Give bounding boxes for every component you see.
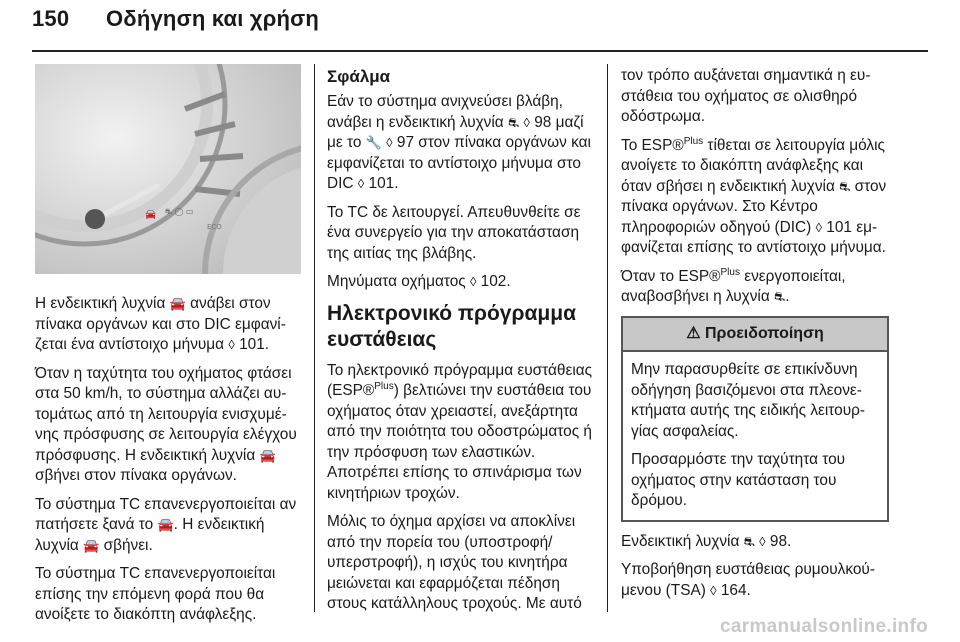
esp-lamp-icon: ⛐ [507,114,520,130]
text-run: στον πίνακα οργάνων. Στο Κέντρο πληροφοριών οδηγού (DIC) [621,177,887,236]
section-heading-esp: Ηλεκτρονικό πρόγραμμα ευστάθειας [327,301,576,351]
text-run: ενεργοποιείται, αναβοσβήνει η λυχνία [621,267,846,305]
page-ref-icon: ◊ [523,114,530,130]
esp-lamp-icon: ⛐ [839,178,851,194]
tc-off-lamp-icon: 🚘 [83,537,100,553]
text-run: Μόλις το όχημα αρχίσει να αποκλίνει από την πορεία του (υποστροφή/ υπερστροφή), η ισχύς του κινητήρα μειώνεται και εφαρμόζεται πέδηση στους κατάλληλους τροχούς. Με αυτό [327,513,582,612]
column-2 [327,66,595,623]
chapter-title: Οδήγηση και χρήση [106,6,320,31]
text-run: Προσαρμόστε την ταχύτητα του οχήματος στην κατάσταση του δρόμου. [631,451,846,509]
warning-title-text: Προειδοποίηση [704,324,824,342]
text-run: Υποβοήθηση ευστάθειας ρυμουλκούμενου (TSA) [621,561,875,599]
text-run: 98 μαζί με το [327,113,584,151]
text-run: 164. [716,581,751,599]
paragraph [327,512,595,615]
text-run: Όταν η ταχύτητα του οχήματος φτάσει στα 50 km/h, το σύστημα αλλάζει αυτομάτως από τη λειτουργία ενισχυμένης πρόσφυσης σε λειτουργία ελέγχου πρόσφυσης. Η ενδεικτική λυχνία [35,364,297,464]
text-run: Το ESP® [621,136,684,154]
warning-box [621,316,889,522]
text-run: Όταν το ESP® [621,267,721,285]
text-run: Εάν το σύστημα ανιχνεύσει βλάβη, ανάβει η ενδεικτική λυχνία [327,93,563,131]
text-run: Το σύστημα TC επανενεργοποιείται επίσης την επόμενη φορά που θα ανοίξετε το διακόπτη ανάφλεξης. [35,565,276,623]
text-run: σβήνει στον πίνακα οργάνων. [35,467,237,484]
tc-off-lamp-icon: 🚘 [169,296,186,311]
svg-text:ECO: ECO [207,223,222,231]
paragraph [327,361,595,505]
tc-button-icon: 🚘 [157,517,174,532]
header-rule [32,50,928,52]
text-run: Το ηλεκτρονικό πρόγραμμα ευστάθειας (ESP® [327,361,593,399]
text-run: 101. [234,336,270,353]
watermark: carmanualsonline.info [720,616,928,637]
paragraph [327,203,595,265]
column-divider [314,64,315,612]
paragraph [35,364,301,487]
text-run: Το TC δε λειτουργεί. Απευθυνθείτε σε ένα συνεργείο για την αποκατάσταση της αιτίας της βλάβης. [327,203,581,262]
text-run: Το σύστημα TC επανενεργοποιείται αν πατήσετε ξανά το [35,495,297,533]
superscript: Plus [720,266,740,278]
warning-body [623,352,887,512]
text-run: 102. [476,273,511,290]
svg-text:🚘: 🚘 [145,210,157,220]
paragraph [621,136,889,259]
text-run: σβήνει. [99,536,153,554]
page-ref-icon: ◊ [710,582,717,598]
warning-triangle-icon: ⚠ [686,324,701,342]
text-run: . [785,288,790,305]
paragraph [621,267,889,308]
text-run: . Η ενδεικτική λυχνία [35,516,265,554]
page-ref-icon: ◊ [228,337,235,352]
page-ref-icon: ◊ [469,274,477,289]
paragraph [621,560,889,601]
superscript: Plus [374,380,394,392]
page-ref-icon: ◊ [357,176,365,191]
paragraph [327,272,595,293]
text-run: ανάβει στον πίνακα οργάνων και στο DIC εμφανίζεται ένα αντίστοιχο μήνυμα [35,295,286,353]
paragraph [35,564,301,626]
paragraph [621,66,889,128]
page-ref-icon: ◊ [815,219,822,235]
column-3 [621,66,889,609]
page-ref-icon: ◊ [386,135,393,150]
page-header [32,6,319,32]
text-run: Μην παρασυρθείτε σε επικίνδυνη οδήγηση βασιζόμενοι στα πλεονεκτήματα αυτής της ειδικής λειτουργίας ασφαλείας. [631,361,866,440]
text-run: Η ενδεικτική λυχνία [35,295,170,312]
paragraph [35,495,301,557]
warning-title [623,318,887,353]
text-run: Μηνύματα οχήματος [327,273,470,290]
text-run: 97 στον πίνακα οργάνων και εμφανίζεται το αντίστοιχο μήνυμα στο DIC [327,134,591,192]
text-run: 101. [364,175,399,192]
text-run: τον τρόπο αυξάνεται σημαντικά η ευστάθεια του οχήματος σε ολισθηρό οδόστρωμα. [621,67,871,125]
warning-paragraph [631,450,879,512]
section-heading-fault: Σφάλμα [327,67,391,86]
paragraph [35,294,301,356]
page-number: 150 [32,6,70,31]
warning-paragraph [631,360,879,442]
service-wrench-icon: 🔧 [365,135,382,150]
esp-lamp-icon: ⛐ [774,289,786,304]
paragraph [621,532,889,553]
paragraph [327,92,595,195]
text-run: ) βελτιώνει την ευστάθεια του οχήματος όταν χρειαστεί, ανεξάρτητα από την ποιότητα του οδοστρώματος ή την πρόσφυση των ελαστικών. Αποτρέπει επίσης το σπινάρισμα των κινητήριων τροχών. [327,382,592,502]
text-run: τίθεται σε λειτουργία μόλις ανοίγετε το διακόπτη ανάφλεξης και όταν σβήσει η ενδεικτική λυχνία [621,136,885,195]
instrument-cluster-photo [35,64,301,274]
superscript: Plus [683,135,704,147]
text-run: 101 εμφανίζεται επίσης το αντίστοιχο μήνυμα. [621,218,886,256]
svg-text:⛐ ◯ ▭: ⛐ ◯ ▭ [165,207,194,216]
esp-lamp-icon: ⛐ [743,533,755,549]
tc-off-lamp-icon: 🚘 [259,447,276,463]
column-1 [35,64,301,634]
text-run: Ενδεικτική λυχνία [621,532,744,550]
column-divider [607,64,608,612]
text-run: 98. [765,532,792,550]
page-ref-icon: ◊ [759,533,766,549]
